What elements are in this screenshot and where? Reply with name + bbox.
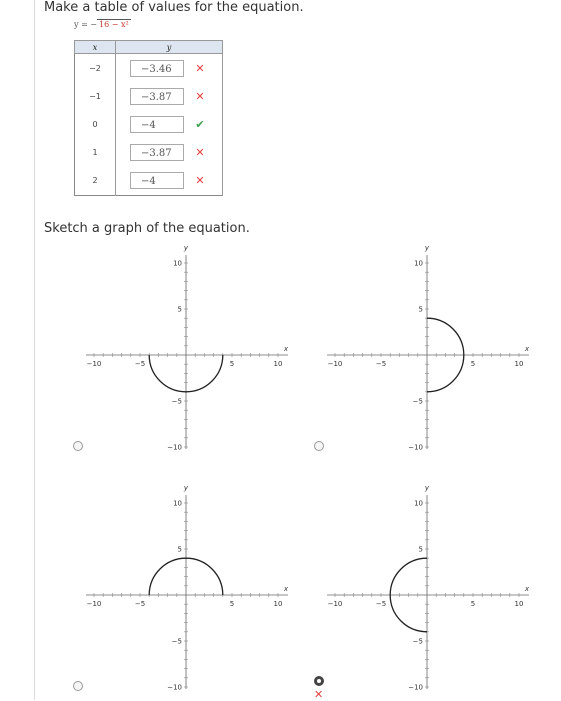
table-prompt: Make a table of values for the equation. xyxy=(44,0,304,15)
incorrect-x-icon: ✕ xyxy=(195,61,205,75)
x-tick-label: −5 xyxy=(375,360,387,368)
y-answer-cell xyxy=(116,110,223,138)
y-tick-label: −5 xyxy=(412,397,423,406)
x-tick-label: −10 xyxy=(86,360,102,368)
y-tick-label: 5 xyxy=(418,305,423,314)
y-tick-label: −10 xyxy=(167,683,182,692)
graph-option-d xyxy=(323,483,533,693)
x-tick-label: 5 xyxy=(470,360,476,368)
sqrt-radicand: 16 − x² xyxy=(99,20,129,29)
option-d-incorrect-icon: ✕ xyxy=(314,688,324,701)
x-value: 2 xyxy=(75,167,116,196)
x-tick-label: −10 xyxy=(327,600,343,608)
incorrect-x-icon: ✕ xyxy=(195,174,205,188)
x-tick-label: 5 xyxy=(229,600,235,608)
y-tick-label: −10 xyxy=(408,443,423,452)
equation xyxy=(74,20,131,29)
x-tick-label: −5 xyxy=(375,600,387,608)
x-axis-label: x xyxy=(524,345,530,353)
values-table xyxy=(74,40,223,196)
x-value: −2 xyxy=(75,54,116,83)
y-tick-label: 10 xyxy=(414,499,423,508)
y-tick-label: −10 xyxy=(167,443,182,452)
x-axis-label: x xyxy=(524,585,530,593)
y-tick-label: −5 xyxy=(171,397,182,406)
y-tick-label: −10 xyxy=(408,683,423,692)
table-row xyxy=(75,167,223,196)
graph-option-b xyxy=(323,243,533,453)
y-answer-input[interactable]: −3.46 xyxy=(130,60,184,77)
table-row xyxy=(75,139,223,167)
y-answer-input[interactable]: −3.87 xyxy=(130,88,184,105)
y-axis-label: y xyxy=(183,244,189,252)
header-x: x xyxy=(75,41,116,54)
y-tick-label: 10 xyxy=(173,499,182,508)
equation-lhs: y = − xyxy=(74,20,98,29)
x-value: −1 xyxy=(75,82,116,110)
x-value: 0 xyxy=(75,110,116,138)
graph-option-a xyxy=(82,243,292,453)
y-tick-label: −5 xyxy=(171,637,182,646)
y-tick-label: 5 xyxy=(177,305,182,314)
x-axis-label: x xyxy=(283,345,289,353)
y-axis-label: y xyxy=(424,244,430,252)
y-answer-input[interactable]: −3.87 xyxy=(130,144,184,161)
incorrect-x-icon: ✕ xyxy=(195,89,205,103)
table-row xyxy=(75,82,223,110)
graph-option-c xyxy=(82,483,292,693)
y-answer-cell xyxy=(116,82,223,110)
radio-option-b[interactable] xyxy=(314,441,324,451)
y-axis-label: y xyxy=(424,484,430,492)
x-tick-label: 10 xyxy=(273,360,283,368)
x-tick-label: 10 xyxy=(514,360,524,368)
header-y: y xyxy=(116,41,223,54)
y-answer-cell xyxy=(116,139,223,167)
radio-option-a[interactable] xyxy=(73,441,83,451)
x-tick-label: −5 xyxy=(134,600,146,608)
x-tick-label: 5 xyxy=(470,600,476,608)
table-row xyxy=(75,54,223,83)
y-tick-label: 5 xyxy=(177,545,182,554)
y-tick-label: −5 xyxy=(412,637,423,646)
y-answer-cell xyxy=(116,167,223,196)
y-axis-label: y xyxy=(183,484,189,492)
radio-option-c[interactable] xyxy=(73,681,83,691)
radio-option-d[interactable] xyxy=(314,676,324,686)
x-tick-label: 5 xyxy=(229,360,235,368)
x-tick-label: −5 xyxy=(134,360,146,368)
x-tick-label: −10 xyxy=(86,600,102,608)
x-axis-label: x xyxy=(283,585,289,593)
y-tick-label: 5 xyxy=(418,545,423,554)
y-tick-label: 10 xyxy=(173,259,182,268)
table-row xyxy=(75,110,223,138)
x-tick-label: −10 xyxy=(327,360,343,368)
y-answer-input[interactable]: −4 xyxy=(130,172,184,189)
graph-prompt: Sketch a graph of the equation. xyxy=(44,221,250,236)
x-value: 1 xyxy=(75,139,116,167)
correct-check-icon: ✔ xyxy=(195,117,205,131)
y-answer-cell xyxy=(116,54,223,83)
y-tick-label: 10 xyxy=(414,259,423,268)
x-tick-label: 10 xyxy=(514,600,524,608)
x-tick-label: 10 xyxy=(273,600,283,608)
y-answer-input[interactable]: −4 xyxy=(130,116,184,133)
incorrect-x-icon: ✕ xyxy=(195,146,205,160)
